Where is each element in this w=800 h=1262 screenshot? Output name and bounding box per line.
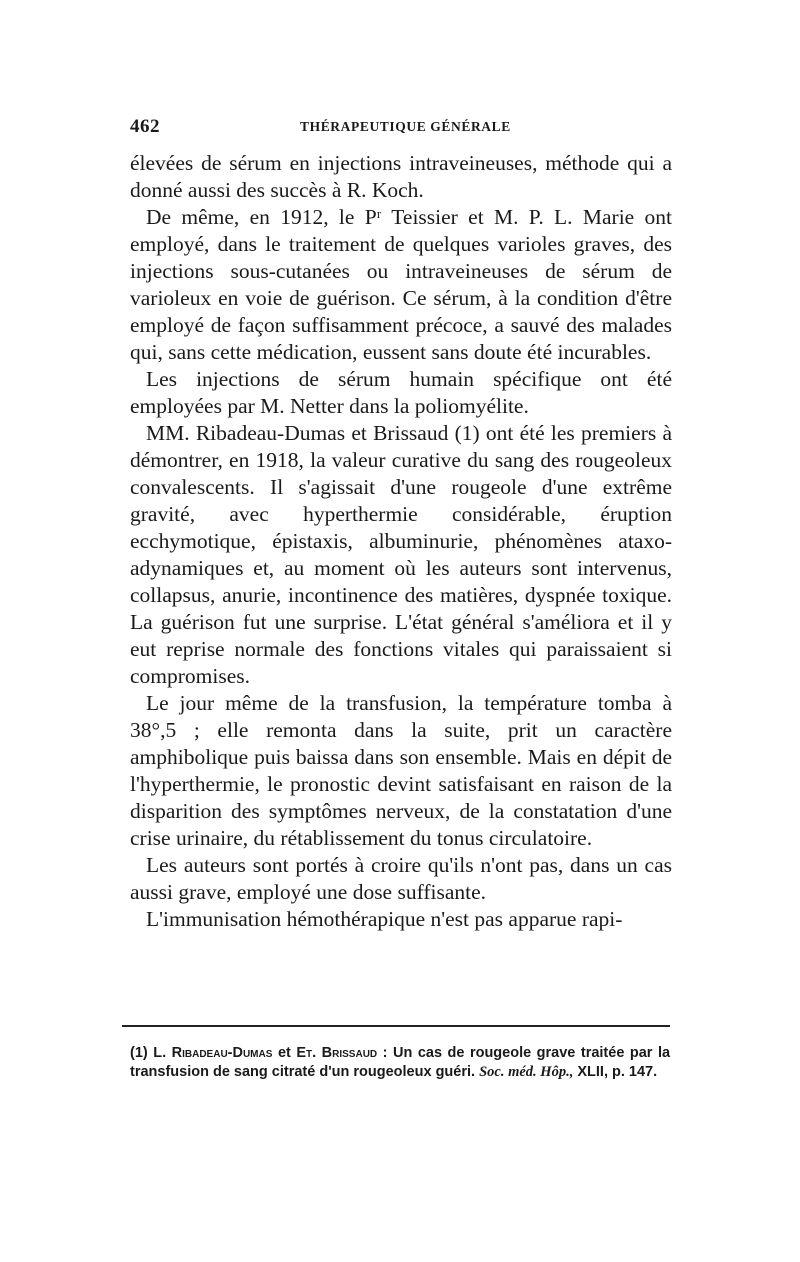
body-text — [130, 150, 672, 933]
footnote-author-1: L. Ribadeau-Dumas — [153, 1045, 273, 1061]
page-header — [130, 116, 670, 140]
footnote-title: : Un cas de rougeole grave traitée par la transfusion de sang citraté d'un rougeoleux guéri. — [130, 1045, 671, 1080]
paragraph-4: MM. Ribadeau-Dumas et Brissaud (1) ont été les premiers à démontrer, en 1918, la valeur curative du sang des rougeoleux convalescents. Il s'agissait d'une rougeole d'une extrême gravité, avec hyperthermie considérable, éruption ecchymotique, épistaxis, albuminurie, phénomènes ataxo-adynamiques et, au moment où les auteurs sont intervenus, collapsus, anurie, incontinence des matières, dyspnée toxique. La guérison fut une surprise. L'état général s'améliora et il y eut reprise normale des fonctions vitales qui paraissaient si compromises. — [130, 421, 672, 688]
footnote-journal: Soc. méd. Hôp., — [479, 1064, 574, 1080]
footnote-author-2: Et. Brissaud — [296, 1045, 378, 1061]
footnote-reference: XLII, p. 147. — [577, 1064, 658, 1080]
footnote-conjunction: et — [277, 1045, 291, 1061]
footnote-marker: (1) — [130, 1045, 148, 1061]
paragraph-1: élevées de sérum en injections intraveineuses, méthode qui a donné aussi des succès à R. Koch. — [130, 151, 672, 202]
paragraph-2: De même, en 1912, le Pʳ Teissier et M. P. L. Marie ont employé, dans le traitement de quelques varioles graves, des injections sous-cutanées ou intraveineuses de sérum de varioleux en voie de guérison. Ce sérum, à la condition d'être employé de façon suffisamment précoce, a sauvé des malades qui, sans cette médication, eussent sans doute été incurables. — [130, 205, 672, 364]
paragraph-5: Le jour même de la transfusion, la température tomba à 38°,5 ; elle remonta dans la suite, prit un caractère amphibolique puis baissa dans son ensemble. Mais en dépit de l'hyperthermie, le pronostic devint satisfaisant en raison de la disparition des symptômes nerveux, de la constatation d'une crise urinaire, du rétablissement du tonus circulatoire. — [130, 691, 672, 850]
paragraph-3: Les injections de sérum humain spécifique ont été employées par M. Netter dans la poliomyélite. — [130, 367, 672, 418]
footnote-divider — [122, 1025, 670, 1027]
footnote — [130, 1044, 670, 1082]
paragraph-7: L'immunisation hémothérapique n'est pas apparue rapi- — [146, 907, 623, 931]
running-title: THÉRAPEUTIQUE GÉNÉRALE — [300, 119, 511, 134]
paragraph-6: Les auteurs sont portés à croire qu'ils n'ont pas, dans un cas aussi grave, employé une dose suffisante. — [130, 853, 672, 904]
page-number: 462 — [130, 116, 160, 137]
